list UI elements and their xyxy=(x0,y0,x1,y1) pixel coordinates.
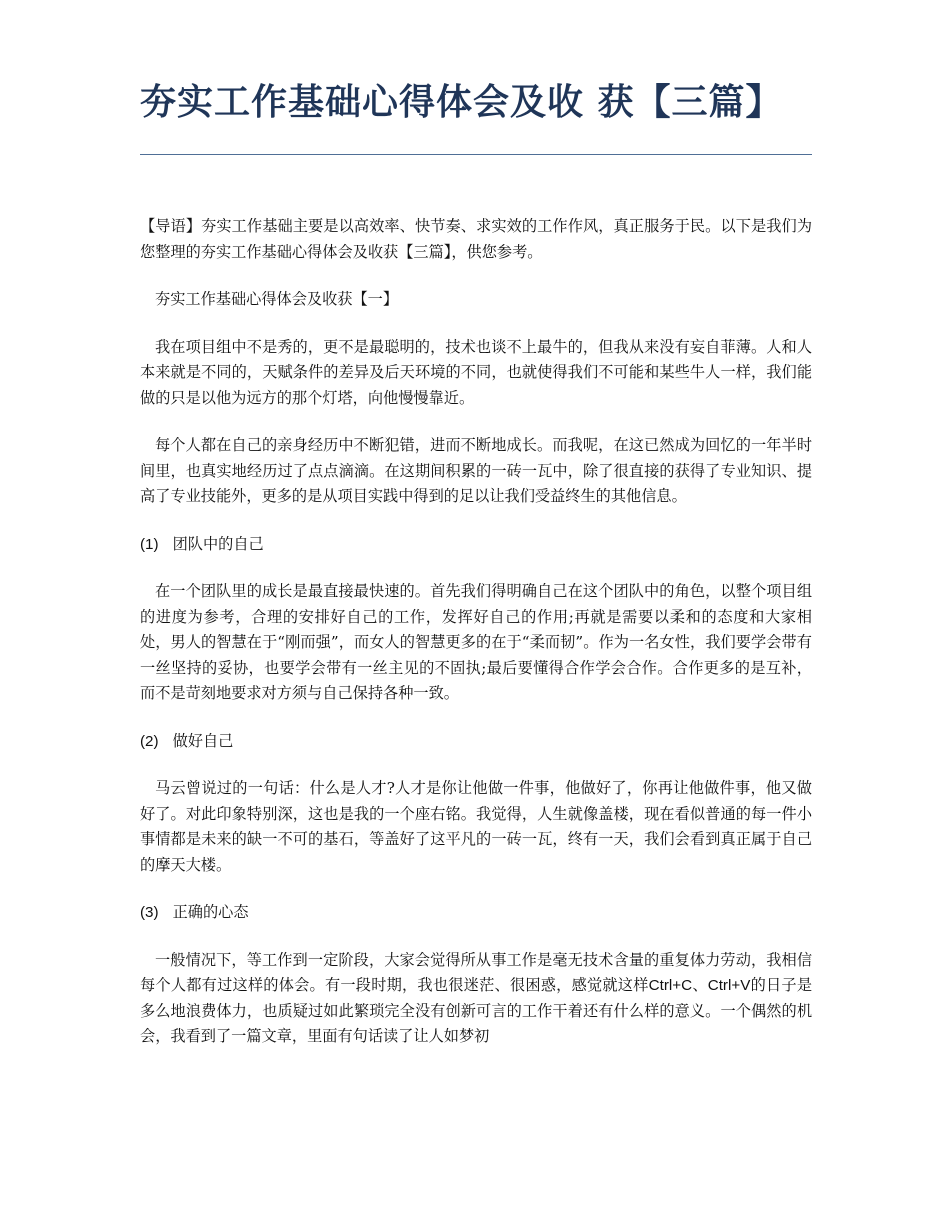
heading-text: 做好自己 xyxy=(172,731,234,750)
numbered-heading xyxy=(140,900,812,926)
body-paragraph xyxy=(140,948,812,1050)
heading-text: 团队中的自己 xyxy=(172,534,264,553)
numbered-heading xyxy=(140,532,812,558)
document-body xyxy=(140,214,812,1072)
heading-number: (1) xyxy=(140,535,159,553)
body-paragraph: 马云曾说过的一句话：什么是人才?人才是你让他做一件事，他做好了，你再让他做件事，他又做好了。对此印象特别深，这也是我的一个座右铭。我觉得，人生就像盖楼，现在看似普通的每一件小事情都是未来的缺一不可的基石，等盖好了这平凡的一砖一瓦，终有一天，我们会看到真正属于自己的摩天大楼。 xyxy=(140,779,812,874)
section-heading: 夯实工作基础心得体会及收获【一】 xyxy=(155,290,398,308)
paragraph-text: 一般情况下，等工作到一定阶段，大家会觉得所从事工作是毫无技术含量的重复体力劳动，我相信每个人都有过这样的体会。有一段时期，我也很迷茫、很困惑，感觉就这样 xyxy=(140,950,812,994)
body-paragraph: 每个人都在自己的亲身经历中不断犯错，进而不断地成长。而我呢，在这已然成为回忆的一年半时间里，也真实地经历过了点点滴滴。在这期间积累的一砖一瓦中，除了很直接的获得了专业知识、提高了专业技能外，更多的是从项目实践中得到的足以让我们受益终生的其他信息。 xyxy=(140,436,812,505)
shortcut-text: Ctrl+C、Ctrl+V xyxy=(648,977,751,994)
heading-number: (2) xyxy=(140,732,159,750)
body-paragraph: 在一个团队里的成长是最直接最快速的。首先我们得明确自己在这个团队中的角色，以整个项目组的进度为参考，合理的安排好自己的工作，发挥好自己的作用;再就是需要以柔和的态度和大家相处，男人的智慧在于“刚而强”，而女人的智慧更多的在于“柔而韧”。作为一名女性，我们要学会带有一丝坚持的妥协，也要学会带有一丝主见的不固执;最后要懂得合作学会合作。合作更多的是互补，而不是苛刻地要求对方须与自己保持各种一致。 xyxy=(140,582,812,702)
intro-paragraph: 【导语】夯实工作基础主要是以高效率、快节奏、求实效的工作作风，真正服务于民。以下是我们为您整理的夯实工作基础心得体会及收获【三篇】，供您参考。 xyxy=(140,217,812,261)
document-title: 夯实工作基础心得体会及收 获【三篇】 xyxy=(140,82,783,123)
numbered-heading xyxy=(140,729,812,755)
body-paragraph: 我在项目组中不是秀的，更不是最聪明的，技术也谈不上最牛的，但我从来没有妄自菲薄。人和人本来就是不同的，天赋条件的差异及后天环境的不同，也就使得我们不可能和某些牛人一样，我们能做的只是以他为远方的那个灯塔，向他慢慢靠近。 xyxy=(140,337,812,407)
title-divider xyxy=(140,154,812,155)
paragraph-text: 的日子是多么地浪费体力，也质疑过如此繁琐完全没有创新可言的工作干着还有什么样的意义。一个偶然的机会，我看到了一篇文章，里面有句话读了让人如梦初 xyxy=(140,976,813,1045)
heading-text: 正确的心态 xyxy=(172,903,249,921)
heading-number: (3) xyxy=(140,904,159,921)
